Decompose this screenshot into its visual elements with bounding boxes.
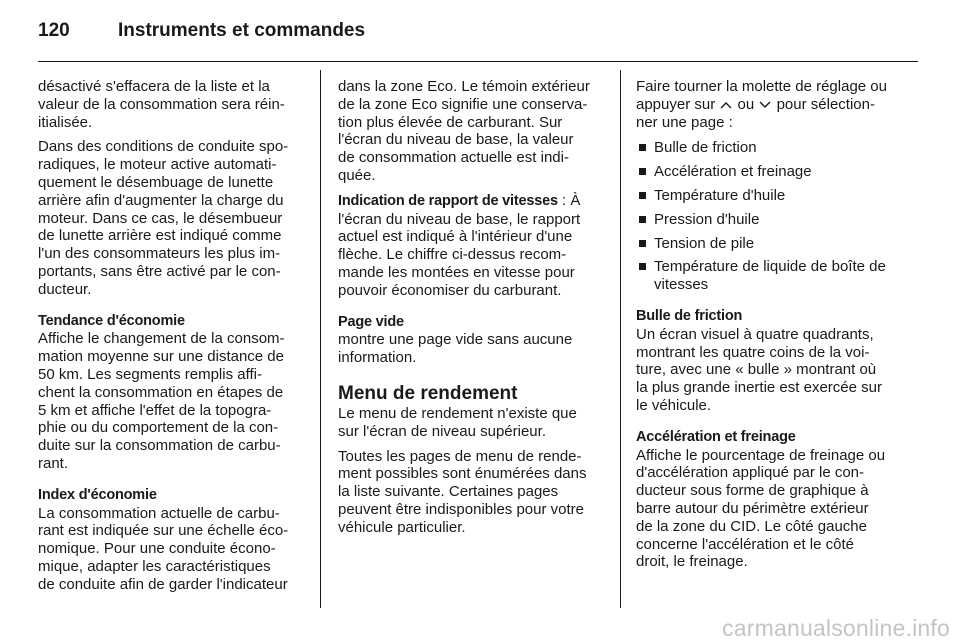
paragraph-intro: Faire tourner la molette de réglage ou appuyer sur ou pour sélection- ner une page : xyxy=(636,78,887,131)
section-heading-menu: Menu de rendement xyxy=(338,382,518,404)
page-number: 120 xyxy=(38,20,70,41)
page-title: Instruments et commandes xyxy=(118,20,366,41)
heading-rapport: Indication de rapport de vitesses xyxy=(338,192,558,209)
list-item: Accélération et freinage xyxy=(636,163,908,181)
paragraph-page-vide: montre une page vide sans aucune information. xyxy=(338,331,573,367)
list-item: Température de liquide de boîte de vitesses xyxy=(636,258,908,294)
paragraph-gear-indication: Indication de rapport de vitesses : À l'écran du niveau de base, le rapport actuel est indiqué à l'intérieur d'une flèche. Le chiffre ci-dessus recom- mande les montées en vitesse pour pouvoir économiser du carburant. xyxy=(338,191,581,299)
column-3 xyxy=(636,78,908,571)
list-item: Pression d'huile xyxy=(636,211,908,229)
bullet-icon xyxy=(639,144,646,151)
header-rule xyxy=(38,61,918,62)
paragraph-bulle: Un écran visuel à quatre quadrants, montrant les quatre coins de la voi- ture, avec une « bulle » montrant où la plus grande inertie est exercée sur le véhicule. xyxy=(636,325,882,414)
bullet-icon xyxy=(639,168,646,175)
paragraph-menu-1: Le menu de rendement n'existe que sur l'écran de niveau supérieur. xyxy=(338,404,577,440)
paragraph-eco-zone: dans la zone Eco. Le témoin extérieur de la zone Eco signifie une conserva- tion plus élevée de carburant. Sur l'écran du niveau de base, la valeur de consommation actuelle est indi- quée. xyxy=(338,78,590,184)
heading-bulle: Bulle de friction xyxy=(636,307,743,324)
watermark: carmanualsonline.info xyxy=(722,615,950,641)
menu-pages-list xyxy=(636,139,908,294)
heading-tendance: Tendance d'économie xyxy=(38,312,185,329)
paragraph-tendance: Affiche le changement de la consom- mation moyenne sur une distance de 50 km. Les segments remplis affi- chent la consommation en étapes de 5 km et affiche l'effet de la topogra- phie ou du comportement de la con- duite sur la consommation de carbu- rant. xyxy=(38,330,285,472)
chevron-down-icon xyxy=(758,100,772,110)
column-divider-1 xyxy=(320,70,321,608)
paragraph-defogger: Dans des conditions de conduite spo- radiques, le moteur active automati- quement le désembuage de lunette arrière afin d'augmenter la charge du moteur. Dans ce cas, le désembueur de lunette arrière est indiqué comme l'un des consommateurs les plus im- portants, sans être activé par le con- ducteur. xyxy=(38,138,289,298)
column-2 xyxy=(338,78,610,537)
heading-acceleration: Accélération et freinage xyxy=(636,428,796,445)
column-divider-2 xyxy=(620,70,621,608)
list-item: Température d'huile xyxy=(636,187,908,205)
bullet-icon xyxy=(639,240,646,247)
paragraph-list-reset: désactivé s'effacera de la liste et la valeur de la consommation sera réin- itialisée. xyxy=(38,78,285,131)
column-1 xyxy=(38,78,308,594)
bullet-icon xyxy=(639,192,646,199)
chevron-up-icon xyxy=(719,100,733,110)
heading-index: Index d'économie xyxy=(38,486,157,503)
list-item: Tension de pile xyxy=(636,235,908,253)
paragraph-index: La consommation actuelle de carbu- rant est indiquée sur une échelle éco- nomique. Pour une conduite écono- mique, adapter les caractéristiques de conduite afin de garder l'indicateur xyxy=(38,504,289,593)
paragraph-acceleration: Affiche le pourcentage de freinage ou d'accélération appliqué par le con- ducteur sous forme de graphique à barre autour du périmètre extérieur de la zone du CID. Le côté gauche concerne l'accélération et le côté droit, le freinage. xyxy=(636,446,886,571)
bullet-icon xyxy=(639,263,646,270)
bullet-icon xyxy=(639,216,646,223)
paragraph-menu-2: Toutes les pages de menu de rende- ment possibles sont énumérées dans la liste suivante. Certaines pages peuvent être indisponibles pour votre véhicule particulier. xyxy=(338,447,587,536)
heading-page-vide: Page vide xyxy=(338,313,404,330)
list-item: Bulle de friction xyxy=(636,139,908,157)
